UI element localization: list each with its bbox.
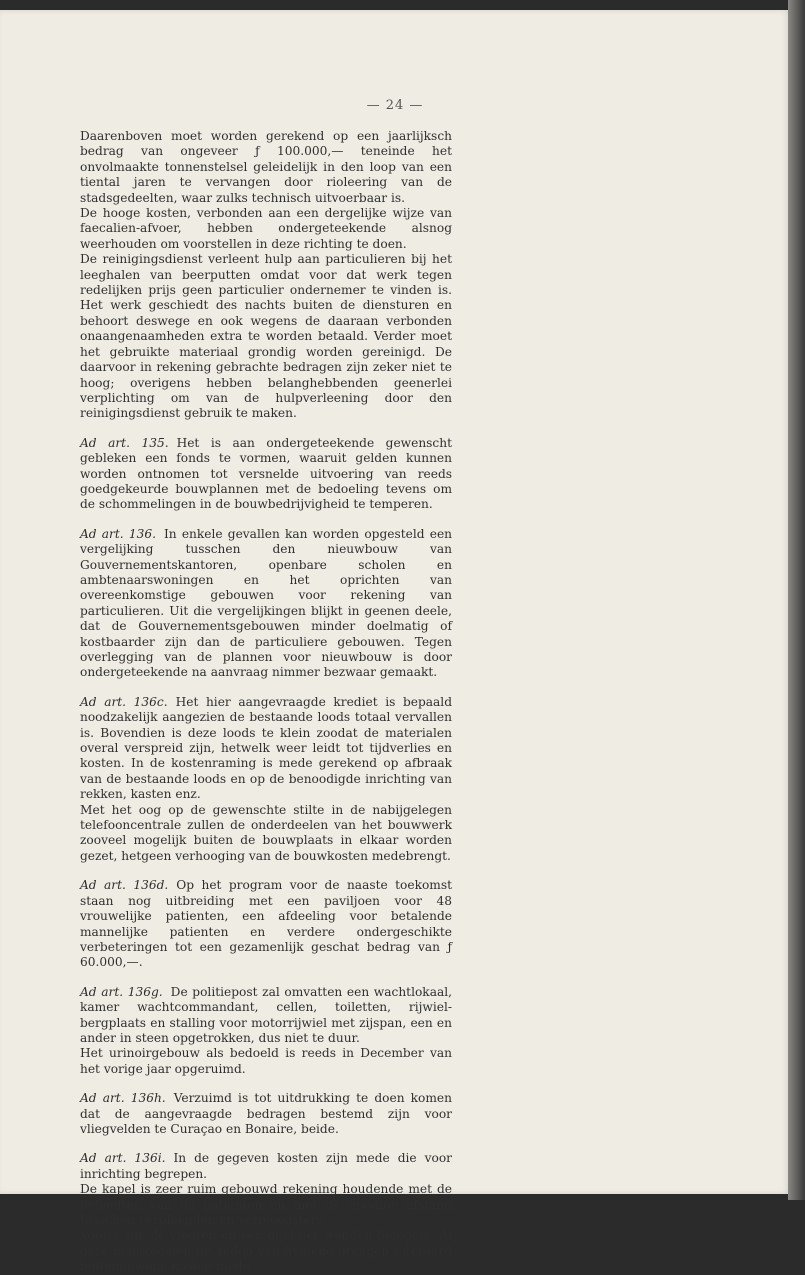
document-page — [0, 10, 790, 1274]
paragraph-text: Het urinoirgebouw als bedoeld is reeds in December van het vorige jaar opgeruimd. — [80, 1046, 452, 1076]
article-ref: Ad art. 136i. — [80, 1151, 166, 1166]
paragraph-text: De reinigingsdienst verleent hulp aan particulieren bij het leeghalen van beerputten omdat voor dat werk tegen redelijken prijs geen particulier ondernemer te vinden is. Het werk geschiedt des nachts buiten de diensturen en behoort deswege en ook wegens de daaraan verbonden onaangenaamheden extra te worden betaald. Verder moet het gebruikte materiaal grondig worden gereinigd. De daarvoor in rekening gebrachte bedragen zijn zeker niet te hoog; overigens hebben belanghebbenden geenerlei verplichting om van de hulpverleening door den reinigingsdienst gebruik te maken. — [80, 252, 452, 421]
article-ref: Ad art. 136g. — [80, 984, 163, 999]
paragraph-text: De politiepost zal omvatten een wachtlokaal, kamer wachtcommandant, cellen, toiletten, rijwiel-bergplaats en stalling voor motorrijwiel met zijspan, een en ander in steen opgetrokken, dus niet te duur. — [80, 984, 453, 1045]
article-ref: Ad art. 135. — [80, 435, 169, 450]
paragraph-text: Het hier aangevraagde krediet is bepaald noodzakelijk aangezien de bestaande loods totaal vervallen is. Bovendien is deze loods te klein zoodat de materialen overal verspreid zijn, hetwelk weer leidt tot tijdverlies en kosten. In de kostenraming is mede gerekend op afbraak van de bestaande loods en op de benoodigde inrichting van rekken, kasten enz. — [80, 694, 452, 802]
page-number: — 24 — — [366, 98, 424, 113]
paragraph — [80, 1182, 452, 1228]
paragraph — [80, 1228, 452, 1274]
paragraph-text: Verzuimd is tot uitdrukking te doen komen dat de aangevraagde bedragen bestemd zijn voor vliegvelden te Curaçao en Bonaire, beide. — [80, 1091, 452, 1136]
body-text — [80, 129, 452, 1275]
paragraph-text: De hooge kosten, verbonden aan een dergelijke wijze van faecalien-afvoer, hebben ondergeteekende alsnog weerhouden om voorstellen in deze richting te doen. — [80, 206, 452, 251]
paragraph-text: Voorts zijn de vloeren en een deel der wanden betegeld. Al deze maatregelen uit reden van hygiene brengen uiteraard buitengewone kosten mede. — [80, 1228, 452, 1274]
scan-edge — [788, 0, 805, 1200]
paragraph-text: Met het oog op de gewenschte stilte in de nabijgelegen telefooncentrale zullen de onderdeelen van het bouwwerk zooveel mogelijk buiten de bouwplaats in elkaar worden gezet, hetgeen verhooging van de bouwkosten medebrengt. — [80, 802, 452, 863]
paragraph — [80, 1046, 452, 1077]
paragraph-art-136d — [80, 878, 452, 970]
paragraph — [80, 803, 452, 865]
paragraph-art-136h — [80, 1091, 452, 1137]
paragraph — [80, 129, 452, 206]
paragraph — [80, 252, 452, 421]
paragraph-art-136g — [80, 985, 452, 1047]
paragraph-text: Daarenboven moet worden gerekend op een jaarlijksch bedrag van ongeveer ƒ 100.000,— teneinde het onvolmaakte tonnenstelsel geleidelijk in den loop van een tiental jaren te vervangen door rioleering van de stadsgedeelten, waar zulks technisch uitvoerbaar is. — [80, 129, 452, 205]
article-ref: Ad art. 136d. — [80, 878, 169, 893]
article-ref: Ad art. 136h. — [80, 1091, 166, 1106]
paragraph-art-135 — [80, 436, 452, 513]
paragraph-art-136c — [80, 695, 452, 803]
paragraph-text: In de gegeven kosten zijn mede die voor inrichting begrepen. — [80, 1151, 452, 1181]
article-ref: Ad art. 136c. — [80, 694, 168, 709]
paragraph-text: Op het program voor de naaste toekomst staan nog uitbreiding met een paviljoen voor 48 vrouwelijke patienten, een afdeeling voor betalende mannelijke patienten en verdere ondergeschikte verbeteringen tot een gezamenlijk geschat bedrag van ƒ 60.000,—. — [80, 878, 452, 970]
paragraph — [80, 206, 452, 252]
paragraph-text: Het is aan ondergeteekende gewenscht gebleken een fonds te vormen, waaruit gelden kunnen worden ontnomen tot versnelde uitvoering van reeds goedgekeurde bouwplannen met de bedoeling tevens om de schommelingen in de bouwbedrijvigheid te temperen. — [80, 435, 452, 512]
paragraph-art-136 — [80, 527, 452, 681]
paragraph-text: In enkele gevallen kan worden opgesteld een vergelijking tusschen den nieuwbouw van Gouvernementskantoren, openbare scholen en ambtenaarswoningen en het oprichten van overeenkomstige gebouwen voor rekening van particulieren. Uit die vergelijkingen blijkt in geenen deele, dat de Gouvernementsgebouwen minder doelmatig of kostbaarder zijn dan de particuliere gebouwen. Tegen overlegging van de plannen voor nieuwbouw is door ondergeteekende na aanvraag nimmer bezwaar gemaakt. — [80, 526, 452, 680]
paragraph-text: De kapel is zeer ruim gebouwd rekening houdende met de behoeften van de patienten en met de noodige afstand tusschen verpleegden en verpleegsters. — [80, 1182, 452, 1227]
article-ref: Ad art. 136. — [80, 526, 156, 541]
paragraph-art-136i — [80, 1151, 452, 1182]
